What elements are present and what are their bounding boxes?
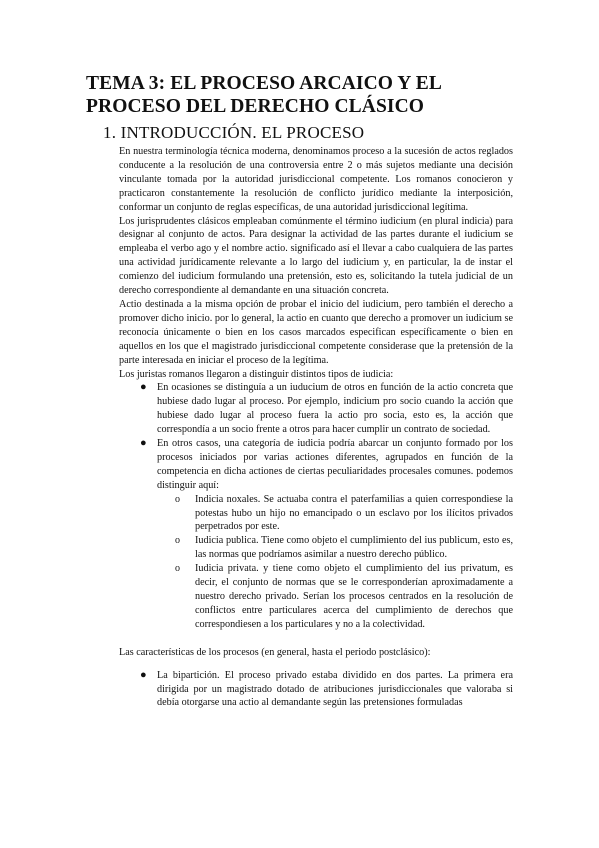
- bullet-list: [119, 381, 513, 631]
- paragraph: Actio destinada a la misma opción de probar el inicio del iudicium, pero también el derecho a promover dicho inicio. por lo general, la actio en cuanto que derecho a promover un iudicium se reconocía únicamente o bien en los casos marcados especifican específicamente o bien en aquellos en los que el magistrado jurisdiccional competente considerase que la pretensión de la parte interesada en iniciar el proceso de la legítima.: [119, 298, 513, 366]
- sub-list-item-text: Iudicia publica. Tiene como objeto el cumplimiento del ius publicum, esto es, las normas que podríamos asimilar a nuestro derecho público.: [195, 535, 513, 561]
- hollow-bullet-icon: o: [175, 563, 180, 575]
- sub-list-item: [157, 562, 513, 632]
- hollow-bullet-icon: o: [175, 493, 180, 505]
- sub-list: [157, 493, 513, 632]
- paragraph: Los juristas romanos llegaron a distinguir distintos tipos de iudicia:: [119, 368, 394, 380]
- sub-list-item: [157, 493, 513, 535]
- bullet-list: [119, 669, 513, 711]
- paragraph: Los jurisprudentes clásicos empleaban comúnmente el término iudicium (en plural indicia) para designar al conjunto de actos. Para designar la actividad de las partes durante el iudicium se empleaba el verbo ago y el nombre actio. significado así el llevar a cabo cualquiera de las partes una actividad jurídicamente relevante a lo largo del iudicium y, en particular, la de instar el comienzo del iudicium formulando una pretensión, esto es, solicitando la tutela judicial de un derecho correspondiente al demandante en una situación concreta.: [119, 215, 513, 297]
- list-item-text: La bipartición. El proceso privado estaba dividido en dos partes. La primera era dirigida por un magistrado dotado de atribuciones jurisdiccionales que valoraba si debía otorgarse una actio al demandante según las pretensiones formuladas: [157, 669, 513, 709]
- list-item-text: En ocasiones se distinguía a un iuducium de otros en función de la actio concreta que hubiese dado lugar al proceso. Por ejemplo, indicium pro socio cuando la acción que hubiese dado lugar al proceso fuera la actio pro socia, esto es, la acción que correspondía a un socio frente a otros para hacer cumplir un contrato de sociedad.: [157, 382, 513, 436]
- bullet-icon: ●: [140, 437, 147, 450]
- paragraph: Las características de los procesos (en general, hasta el periodo postclásico):: [119, 646, 431, 658]
- document-title: TEMA 3: EL PROCESO ARCAICO Y EL PROCESO DEL DERECHO CLÁSICO: [86, 73, 441, 117]
- list-item: [119, 437, 513, 632]
- sub-list-item-text: Indicia noxales. Se actuaba contra el paterfamilias a quien correspondiese la potestas hubo un hijo no emancipado o un esclavo por los ilícitos privados perpetrados por este.: [195, 493, 513, 533]
- document-body: [119, 145, 513, 710]
- paragraph: En nuestra terminología técnica moderna, denominamos proceso a la sucesión de actos reglados conducente a la resolución de una controversia entre 2 o más sujetos mediante una decisión vinculante tomada por la autoridad jurisdiccional competente. Los romanos conocieron y practicaron constantemente la resolución de conflicto jurídico mediante la interposición, conformar un conjunto de reglas específicas, de una autoridad jurisdiccional legítima.: [119, 146, 513, 213]
- list-item-text: En otros casos, una categoría de iudicia podría abarcar un conjunto formado por los procesos iniciados por varias actiones diferentes, agrupados en función de la competencia en dicha actiones de ciertas peculiaridades procesales comunes. podemos distinguir aquí:: [157, 438, 513, 491]
- hollow-bullet-icon: o: [175, 535, 180, 547]
- list-item: [119, 381, 513, 437]
- section-heading: 1. INTRODUCCIÓN. EL PROCESO: [103, 123, 365, 142]
- list-item: [119, 669, 513, 711]
- sub-list-item-text: Iudicia privata. y tiene como objeto el cumplimiento del ius privatum, es decir, el conjunto de normas que se le corresponderían aproximadamente a nuestro derecho privado. Serían los procesos centrados en la resolución de conflictos entre particulares acerca del cumplimiento de derechos que correspondiesen a los particulares y no a la colectividad.: [195, 563, 513, 630]
- sub-list-item: [157, 534, 513, 562]
- bullet-icon: ●: [140, 381, 147, 394]
- bullet-icon: ●: [140, 668, 147, 681]
